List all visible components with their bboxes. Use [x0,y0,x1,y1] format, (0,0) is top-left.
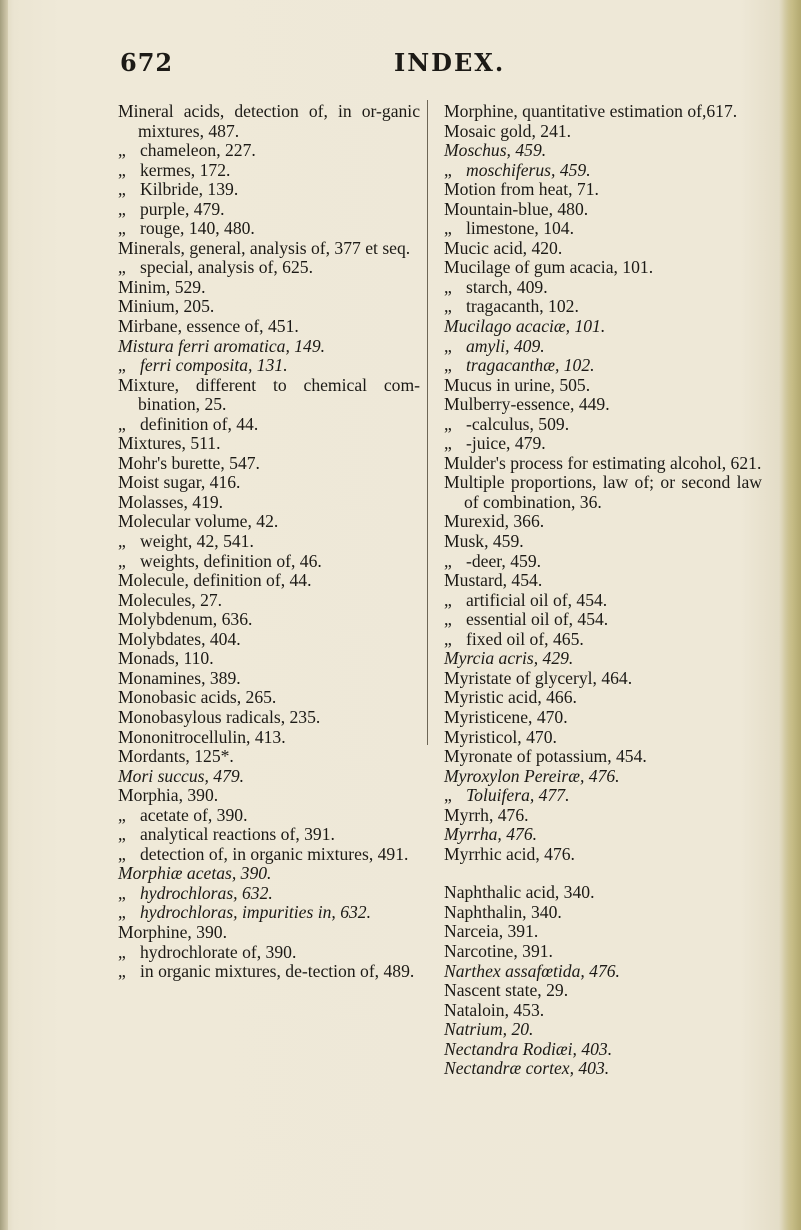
index-entry-text: special, analysis of, 625. [140,257,313,278]
ditto-mark: „ [118,550,126,571]
index-entry [118,376,420,415]
ditto-mark: „ [118,902,126,923]
index-entry-text: Minerals, general, analysis of, 377 et seq. [118,237,411,258]
index-subentry [444,337,762,357]
index-entry [118,591,420,611]
index-entry-text: Multiple proportions, law of; or second law of combination, 36. [444,472,762,512]
index-subentry [444,610,762,630]
index-entry-text: ferri composita, 131. [140,355,288,376]
index-entry [444,512,762,532]
index-entry-text: Mucic acid, 420. [444,237,563,258]
index-entry [444,845,762,865]
index-subentry [444,278,762,298]
index-entry [444,922,762,942]
index-entry [118,454,420,474]
index-entry [118,649,420,669]
index-entry-text: Myroxylon Pereiræ, 476. [444,765,620,786]
index-entry [118,728,420,748]
index-entry [444,1001,762,1021]
index-entry-text: Moist sugar, 416. [118,472,241,493]
index-entry-text: Nectandra Rodiæi, 403. [444,1038,613,1059]
index-entry [118,923,420,943]
ditto-mark: „ [444,276,452,297]
index-subentry [118,219,420,239]
index-entry [444,942,762,962]
index-column-right [444,102,762,1079]
index-subentry [118,180,420,200]
ditto-mark: „ [444,335,452,356]
index-entry [118,688,420,708]
index-entry-text: Morphia, 390. [118,785,219,806]
index-subentry [118,552,420,572]
ditto-mark: „ [444,355,452,376]
index-subentry [118,356,420,376]
index-entry-text: weights, definition of, 46. [140,550,322,571]
page-binding-shadow [0,0,8,1230]
index-entry-text: moschiferus, 459. [466,159,591,180]
index-subentry [444,415,762,435]
index-entry-text: Myristate of glyceryl, 464. [444,667,633,688]
index-entry-text: Myristic acid, 466. [444,687,577,708]
index-entry [444,688,762,708]
page-number: 672 [120,48,174,77]
index-subentry [118,532,420,552]
index-entry [444,806,762,826]
index-subentry [118,962,420,982]
index-subentry [118,825,420,845]
index-entry-text: Mucilage of gum acacia, 101. [444,257,654,278]
ditto-mark: „ [118,198,126,219]
index-entry [118,767,420,787]
index-entry-text: Molecules, 27. [118,589,223,610]
index-entry [444,883,762,903]
index-entry-text: Mosaic gold, 241. [444,120,572,141]
index-entry-text: Mulberry-essence, 449. [444,394,610,415]
ditto-mark: „ [118,159,126,180]
index-entry-text: Mucilago acaciæ, 101. [444,316,606,337]
index-subentry [444,552,762,572]
index-entry [444,767,762,787]
ditto-mark: „ [118,882,126,903]
index-entry-text: Myrcia acris, 429. [444,648,574,669]
index-entry-text: Mountain-blue, 480. [444,198,589,219]
ditto-mark: „ [118,941,126,962]
index-entry [118,297,420,317]
index-entry-text: acetate of, 390. [140,804,248,825]
ditto-mark: „ [444,589,452,610]
index-entry-text: definition of, 44. [140,413,259,434]
index-subentry [118,161,420,181]
index-entry-text: Monads, 110. [118,648,214,669]
index-entry [444,669,762,689]
index-entry [444,102,762,122]
index-entry-text: fixed oil of, 465. [466,628,584,649]
ditto-mark: „ [118,179,126,200]
index-section-gap [444,864,762,883]
index-entry-text: Musk, 459. [444,531,524,552]
index-entry-text: detection of, in organic mixtures, 491. [140,843,409,864]
ditto-mark: „ [118,218,126,239]
index-entry-text: -deer, 459. [466,550,542,571]
index-entry-text: in organic mixtures, de-tection of, 489. [140,961,415,982]
ditto-mark: „ [444,609,452,630]
index-entry-text: Myrrha, 476. [444,824,538,845]
index-entry [444,317,762,337]
index-subentry [444,297,762,317]
index-subentry [118,845,420,865]
index-entry-text: Mulder's process for estimating alcohol, 621. [444,452,762,473]
ditto-mark: „ [444,218,452,239]
index-entry [118,102,420,141]
index-entry [444,376,762,396]
ditto-mark: „ [118,824,126,845]
index-subentry [118,415,420,435]
index-entry-text: Mixtures, 511. [118,433,221,454]
index-entry [444,903,762,923]
index-subentry [118,141,420,161]
index-entry [118,512,420,532]
index-entry [444,962,762,982]
index-entry-text: hydrochloras, impurities in, 632. [140,902,371,923]
index-entry [118,493,420,513]
column-divider [427,100,428,745]
index-entry-text: Narceia, 391. [444,921,539,942]
index-entry-text: limestone, 104. [466,218,574,239]
index-entry-text: Mistura ferri aromatica, 149. [118,335,326,356]
index-entry-text: chameleon, 227. [140,140,256,161]
index-entry-text: artificial oil of, 454. [466,589,608,610]
index-entry-text: Mori succus, 479. [118,765,245,786]
index-entry [118,864,420,884]
index-subentry [118,200,420,220]
ditto-mark: „ [118,413,126,434]
index-entry [118,786,420,806]
index-entry-text: Morphine, 390. [118,921,227,942]
ditto-mark: „ [444,628,452,649]
ditto-mark: „ [444,785,452,806]
index-subentry [118,258,420,278]
index-entry-text: Moschus, 459. [444,140,547,161]
index-entry-text: Mordants, 125*. [118,746,234,767]
index-entry [444,395,762,415]
index-subentry [118,884,420,904]
index-entry-text: Naphthalic acid, 340. [444,882,595,903]
index-entry [444,571,762,591]
index-entry-text: analytical reactions of, 391. [140,824,335,845]
ditto-mark: „ [118,140,126,161]
index-subentry [444,219,762,239]
index-entry [444,473,762,512]
index-entry [444,1040,762,1060]
index-entry-text: -calculus, 509. [466,413,570,434]
index-entry-text: Nascent state, 29. [444,980,569,1001]
index-column-left [118,102,420,982]
index-entry-text: Mirbane, essence of, 451. [118,316,299,337]
index-entry-text: Molasses, 419. [118,491,224,512]
index-entry [444,981,762,1001]
ditto-mark: „ [118,804,126,825]
index-entry [118,278,420,298]
index-entry-text: Mustard, 454. [444,570,543,591]
index-entry-text: rouge, 140, 480. [140,218,255,239]
index-entry-text: Myristicene, 470. [444,706,568,727]
index-entry-text: purple, 479. [140,198,225,219]
index-entry-text: weight, 42, 541. [140,531,254,552]
index-entry [118,473,420,493]
index-entry [118,571,420,591]
index-entry [118,747,420,767]
ditto-mark: „ [118,531,126,552]
index-entry-text: Morphine, quantitative estimation of,617. [444,101,738,121]
ditto-mark: „ [444,433,452,454]
index-entry-text: Monamines, 389. [118,667,241,688]
index-entry [444,239,762,259]
index-entry-text: Mineral acids, detection of, in or-ganic mixtures, 487. [118,101,420,141]
ditto-mark: „ [444,159,452,180]
index-subentry [118,943,420,963]
index-subentry [118,806,420,826]
index-entry [444,122,762,142]
page-edge-shadow [779,0,801,1230]
ditto-mark: „ [444,413,452,434]
index-entry [444,200,762,220]
index-entry-text: starch, 409. [466,276,548,297]
index-entry-text: Morphiæ acetas, 390. [118,863,272,884]
index-entry-text: Myrrhic acid, 476. [444,843,575,864]
index-entry [118,434,420,454]
index-entry-text: Nataloin, 453. [444,999,545,1020]
index-entry-text: Nectandræ cortex, 403. [444,1058,610,1079]
index-entry [444,532,762,552]
index-entry-text: Myristicol, 470. [444,726,557,747]
index-entry-text: Mixture, different to chemical com-bination, 25. [118,374,420,415]
index-entry [118,610,420,630]
index-entry-text: Mucus in urine, 505. [444,374,591,395]
index-subentry [444,356,762,376]
index-entry-text: Natrium, 20. [444,1019,534,1040]
index-subentry [118,903,420,923]
ditto-mark: „ [118,843,126,864]
index-entry-text: kermes, 172. [140,159,231,180]
index-entry-text: tragacanthæ, 102. [466,355,595,376]
index-entry [444,825,762,845]
index-entry-text: Myronate of potassium, 454. [444,746,647,767]
index-entry [444,728,762,748]
index-entry [118,630,420,650]
index-entry [444,649,762,669]
index-entry-text: Toluifera, 477. [466,785,570,806]
index-entry-text: tragacanth, 102. [466,296,579,317]
index-entry-text: Molecule, definition of, 44. [118,570,312,591]
index-entry [444,1020,762,1040]
index-entry-text: Mohr's burette, 547. [118,452,260,473]
index-entry [444,180,762,200]
index-entry [118,669,420,689]
index-subentry [444,161,762,181]
index-entry [118,337,420,357]
running-head: INDEX. [394,48,506,77]
index-subentry [444,630,762,650]
index-entry-text: Monobasylous radicals, 235. [118,706,321,727]
index-entry-text: Motion from heat, 71. [444,179,599,200]
index-entry [118,239,420,259]
index-entry [444,708,762,728]
ditto-mark: „ [444,550,452,571]
index-entry-text: Molybdenum, 636. [118,609,253,630]
index-entry-text: Narcotine, 391. [444,940,553,961]
index-entry-text: Molecular volume, 42. [118,511,279,532]
index-entry-text: Narthex assafœtida, 476. [444,960,620,981]
ditto-mark: „ [118,257,126,278]
ditto-mark: „ [118,355,126,376]
index-entry-text: Mononitrocellulin, 413. [118,726,286,747]
index-entry-text: -juice, 479. [466,433,546,454]
index-entry [444,1059,762,1079]
index-entry-text: amyli, 409. [466,335,545,356]
index-entry-text: Kilbride, 139. [140,179,239,200]
index-subentry [444,591,762,611]
ditto-mark: „ [118,961,126,982]
index-entry-text: Murexid, 366. [444,511,545,532]
index-entry-text: Minium, 205. [118,296,215,317]
index-entry-text: hydrochlorate of, 390. [140,941,297,962]
index-entry-text: Molybdates, 404. [118,628,241,649]
index-entry-text: Myrrh, 476. [444,804,529,825]
index-entry [444,258,762,278]
index-entry-text: hydrochloras, 632. [140,882,273,903]
index-entry-text: essential oil of, 454. [466,609,609,630]
index-entry [444,747,762,767]
index-entry-text: Monobasic acids, 265. [118,687,277,708]
index-entry [444,141,762,161]
index-entry [444,454,762,474]
index-entry [118,708,420,728]
index-entry-text: Minim, 529. [118,276,206,297]
index-subentry [444,786,762,806]
index-entry-text: Naphthalin, 340. [444,901,562,922]
index-entry [118,317,420,337]
index-subentry [444,434,762,454]
ditto-mark: „ [444,296,452,317]
